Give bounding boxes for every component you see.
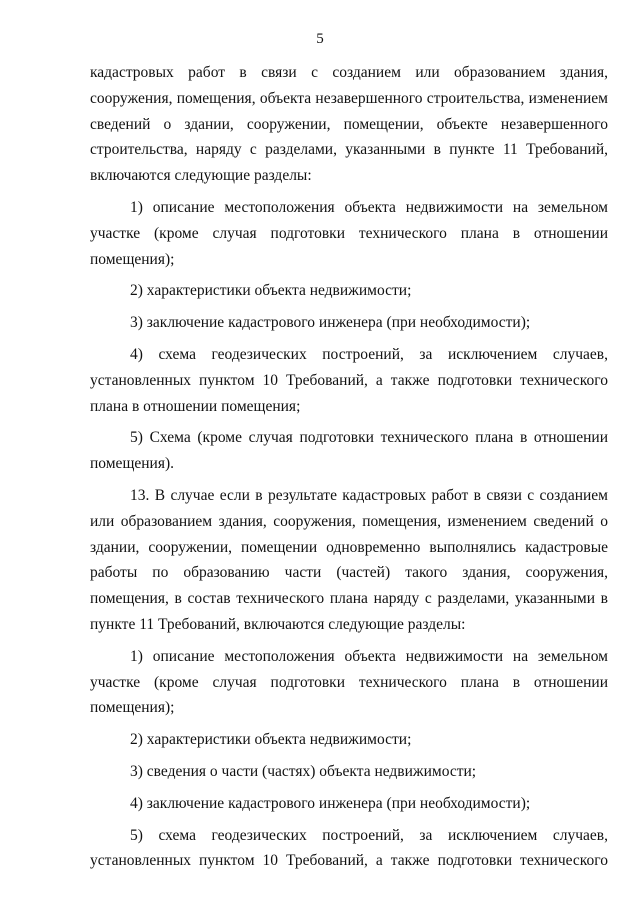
list-item-4-conclusion: 4) заключение кадастрового инженера (при необходимости); xyxy=(130,794,531,812)
paragraph-13: 13. В случае если в результате кадастровых работ в связи с созданием или образованием здания, сооружения, помещения, изменением сведений о здании, сооружении, помещении одновременно выполнялись кадастровые работы по образованию части (частей) такого здания, сооружения, помещения, в состав технического плана наряду с разделами, указанными в пункте 11 Требований, включаются следующие разделы: xyxy=(90,486,608,633)
page-number: 5 xyxy=(316,31,324,47)
list-item-5-geodetic-scheme: 5) схема геодезических построений, за исключением случаев, установленных пунктом 10 Требований, а также подготовки технического xyxy=(90,826,608,870)
list-item-3-parts-info: 3) сведения о части (частях) объекта недвижимости; xyxy=(130,762,477,780)
list-item-1-location: 1) описание местоположения объекта недвижимости на земельном участке (кроме случая подготовки технического плана в отношении помещения); xyxy=(90,198,608,268)
list-item-2-characteristics: 2) характеристики объекта недвижимости; xyxy=(130,731,412,749)
list-item-5-scheme: 5) Схема (кроме случая подготовки технического плана в отношении помещения). xyxy=(90,429,608,473)
paragraph-continuation: кадастровых работ в связи с созданием или образованием здания, сооружения, помещения, объекта незавершенного строительства, изменением сведений о здании, сооружении, помещении, объекте незавершенного строительства, наряду с разделами, указанными в пункте 11 Требований, включаются следующие разделы: xyxy=(90,64,608,185)
document-body xyxy=(90,60,608,874)
list-item-4-geodetic-scheme: 4) схема геодезических построений, за исключением случаев, установленных пунктом 10 Требований, а также подготовки технического плана в отношении помещения; xyxy=(90,345,608,415)
list-item-1-location: 1) описание местоположения объекта недвижимости на земельном участке (кроме случая подготовки технического плана в отношении помещения); xyxy=(90,647,608,717)
list-item-3-conclusion: 3) заключение кадастрового инженера (при необходимости); xyxy=(130,314,531,332)
list-item-2-characteristics: 2) характеристики объекта недвижимости; xyxy=(130,282,412,300)
